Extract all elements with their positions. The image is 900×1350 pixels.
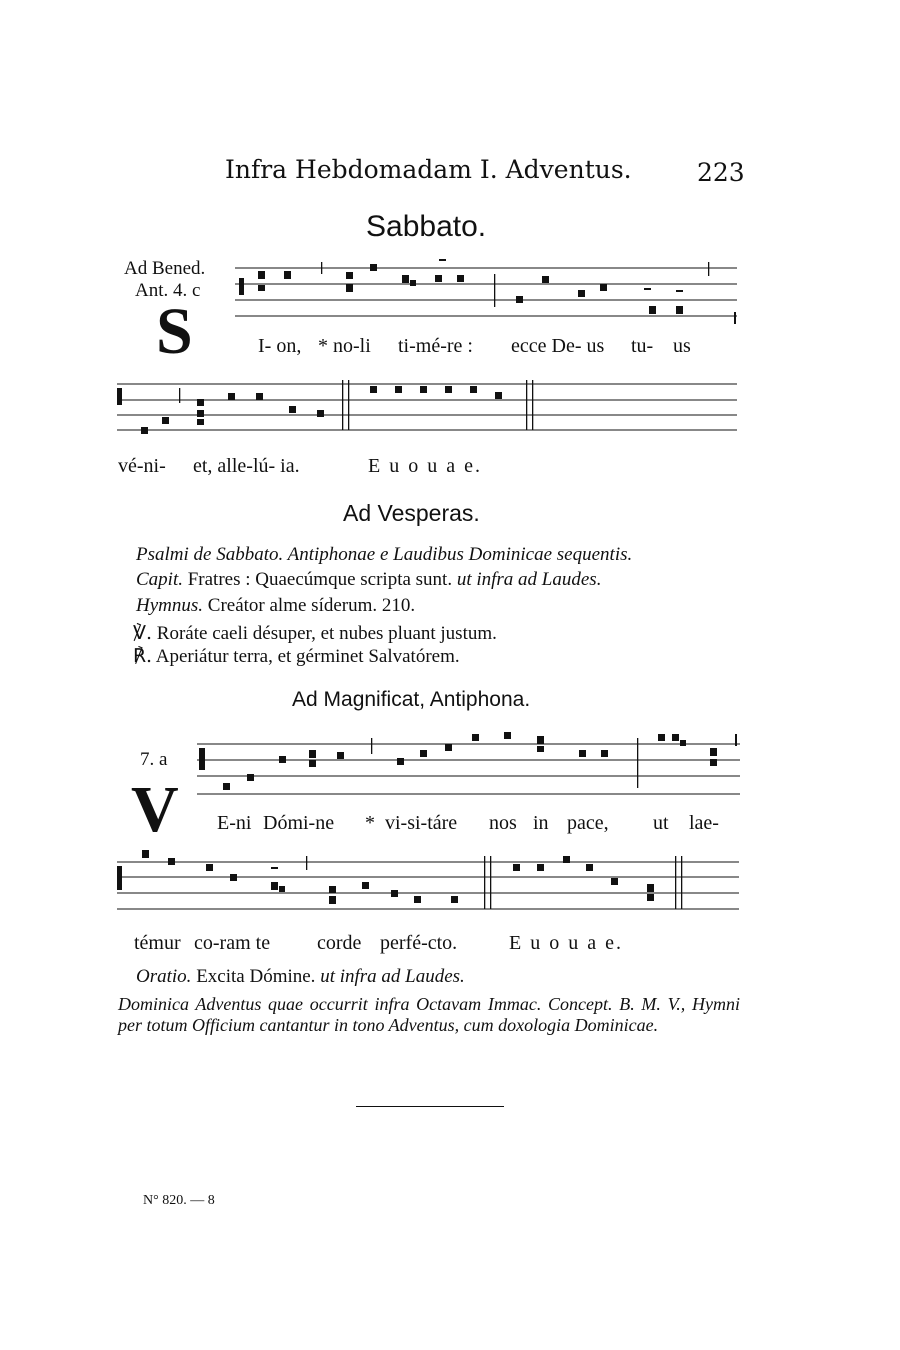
bar-line bbox=[494, 274, 495, 307]
mode-label-line2: Ant. 4. c bbox=[135, 280, 201, 301]
drop-initial-v: V bbox=[131, 773, 179, 846]
mode-label: 7. a bbox=[140, 749, 168, 770]
running-title: Infra Hebdomadam I. Adventus. bbox=[225, 155, 632, 184]
lyric: tu- bbox=[631, 335, 654, 357]
lyric: corde bbox=[317, 932, 362, 954]
clef-mark bbox=[239, 278, 244, 295]
double-bar bbox=[681, 856, 682, 909]
lyric: * no-li bbox=[318, 335, 371, 357]
lyric: ti-mé-re : bbox=[398, 335, 473, 357]
bar-line bbox=[708, 262, 709, 276]
footer-signature: N° 820. — 8 bbox=[143, 1193, 215, 1208]
neumes bbox=[239, 259, 736, 324]
neumes bbox=[199, 732, 737, 790]
magnificat-heading: Ad Magnificat, Antiphona. bbox=[292, 688, 531, 711]
lyric: perfé-cto. bbox=[380, 932, 458, 954]
chant-staff-2 bbox=[117, 380, 737, 450]
lyric: E u o u a e. bbox=[509, 932, 623, 954]
lyric: pace, bbox=[567, 812, 609, 834]
hymnus-line: Hymnus. Creátor alme síderum. 210. bbox=[136, 595, 416, 616]
double-bar bbox=[484, 856, 485, 909]
lyric: nos bbox=[489, 812, 517, 834]
double-bar bbox=[342, 380, 343, 430]
versicle-symbol: ℣. bbox=[133, 622, 153, 644]
neumes bbox=[117, 850, 682, 909]
psalmi-rubric: Psalmi de Sabbato. Antiphonae e Laudibus Dominicae sequentis. bbox=[136, 544, 633, 565]
double-bar bbox=[348, 380, 349, 430]
lyric: co-ram te bbox=[194, 932, 271, 954]
end-rule bbox=[356, 1106, 504, 1107]
clef-mark bbox=[117, 388, 122, 405]
chant-staff-4 bbox=[117, 856, 739, 926]
lyric: vi-si-táre bbox=[385, 812, 458, 834]
chant-staff-3 bbox=[197, 734, 740, 806]
clef-mark bbox=[117, 866, 122, 890]
bar-line bbox=[637, 738, 638, 788]
lyric: et, alle-lú- ia. bbox=[193, 455, 300, 477]
vespers-heading: Ad Vesperas. bbox=[343, 500, 480, 526]
page-number: 223 bbox=[697, 158, 745, 187]
drop-initial-s: S bbox=[156, 295, 193, 368]
mode-label-line1: Ad Bened. bbox=[124, 258, 206, 279]
lyric: us bbox=[673, 335, 691, 357]
chant-staff-1 bbox=[235, 262, 737, 328]
capitulum-line: Capit. Fratres : Quaecúmque scripta sunt. ut infra ad Laudes. bbox=[136, 569, 602, 590]
versicle-line: ℣. Roráte caeli désuper, et nubes pluant justum. bbox=[133, 622, 497, 644]
lyric: ecce De- us bbox=[511, 335, 605, 357]
lyric: Dómi-ne bbox=[263, 812, 335, 834]
lyric: E-ni bbox=[217, 812, 252, 834]
lyric: témur bbox=[134, 932, 181, 954]
staff-lines bbox=[197, 744, 740, 794]
double-bar bbox=[526, 380, 527, 430]
lyric: in bbox=[533, 812, 549, 834]
response-symbol: ℟. bbox=[133, 645, 153, 667]
oratio-line: Oratio. Excita Dómine. ut infra ad Laudes. bbox=[136, 966, 465, 987]
clef-mark bbox=[199, 748, 205, 770]
lyric: * bbox=[365, 812, 375, 834]
staff-lines bbox=[235, 268, 737, 316]
lyric: vé-ni- bbox=[118, 455, 166, 477]
double-bar bbox=[675, 856, 676, 909]
lyric: lae- bbox=[689, 812, 719, 834]
double-bar bbox=[532, 380, 533, 430]
double-bar bbox=[490, 856, 491, 909]
lyric: E u o u a e. bbox=[368, 455, 482, 477]
response-line: ℟. Aperiátur terra, et gérminet Salvatórem. bbox=[133, 645, 460, 667]
section-title: Sabbato. bbox=[366, 210, 487, 243]
neumes bbox=[117, 380, 533, 434]
lyric: ut bbox=[653, 812, 669, 834]
lyric: I- on, bbox=[258, 335, 302, 357]
bar-line bbox=[321, 262, 322, 274]
final-rubric: Dominica Adventus quae occurrit infra Octavam Immac. Concept. B. M. V., Hymni per totum Officium cantantur in tono Adventus, cum doxologia Dominicae. bbox=[118, 994, 740, 1035]
